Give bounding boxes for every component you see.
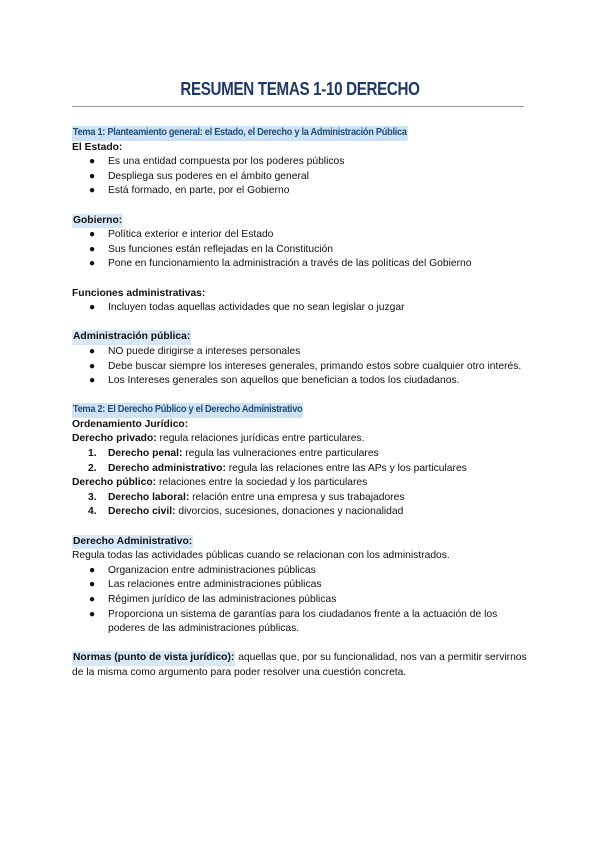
tema1-heading: Tema 1: Planteamiento general: el Estado, el Derecho y la Administración Pública <box>72 126 408 141</box>
list-item: ● Régimen jurídico de las administraciones públicas <box>72 593 528 608</box>
section-label-gobierno: Gobierno: <box>72 214 123 229</box>
list-item: 4. Derecho civil: divorcios, sucesiones, donaciones y nacionalidad <box>88 506 404 518</box>
document-body <box>72 126 528 681</box>
list-funciones <box>72 301 528 316</box>
bullet-icon: ● <box>89 258 96 270</box>
paragraph-derecho-administrativo: Regula todas las actividades públicas cuando se relacionan con los administrados. <box>72 550 450 562</box>
bullet-icon: ● <box>89 564 96 576</box>
section-label-administracion: Administración pública: <box>72 330 191 345</box>
section-label-normas: Normas (punto de vista jurídico): <box>72 651 235 666</box>
list-item: 3. Derecho laboral: relación entre una empresa y sus trabajadores <box>88 491 405 503</box>
list-item: ● Sus funciones están reflejadas en la Constitución <box>72 243 528 258</box>
list-item: ● Las relaciones entre administraciones públicas <box>72 578 528 593</box>
list-derecho-administrativo <box>72 564 528 637</box>
title-divider <box>72 106 524 107</box>
bullet-icon: ● <box>89 243 96 255</box>
bullet-icon: ● <box>89 229 96 241</box>
paragraph-derecho-privado: Derecho privado: regula relaciones jurídicas entre particulares. <box>72 433 365 445</box>
bullet-icon: ● <box>89 360 96 372</box>
list-item: ● Despliega sus poderes en el ámbito general <box>72 170 528 185</box>
list-item: ● Organizacion entre administraciones públicas <box>72 564 528 579</box>
list-gobierno <box>72 228 528 272</box>
list-item: 2. Derecho administrativo: regula las relaciones entre las APs y los particulares <box>88 462 467 474</box>
section-label-estado: El Estado: <box>72 141 123 153</box>
bullet-icon: ● <box>89 375 96 387</box>
paragraph-normas: Normas (punto de vista jurídico): aquellas que, por su funcionalidad, nos van a permitir servirnos de la misma como argumento para poder resolver una cuestión concreta. <box>72 652 527 678</box>
list-item: 1. Derecho penal: regula las vulneraciones entre particulares <box>88 448 379 460</box>
section-label-ordenamiento: Ordenamiento Jurídico: <box>72 418 189 430</box>
list-item: ● Proporciona un sistema de garantías para los ciudadanos frente a la actuación de los poderes de las administraciones públicas. <box>89 608 498 635</box>
list-item: ● NO puede dirigirse a intereses personales <box>72 345 528 360</box>
bullet-icon: ● <box>89 302 96 314</box>
bullet-icon: ● <box>89 579 96 591</box>
list-item: ● Los Intereses generales son aquellos que benefician a todos los ciudadanos. <box>72 374 528 389</box>
bullet-icon: ● <box>89 594 96 605</box>
document-title: RESUMEN TEMAS 1-10 DERECHO <box>180 78 420 99</box>
bullet-icon: ● <box>89 608 96 620</box>
bullet-icon: ● <box>89 185 96 197</box>
section-label-funciones: Funciones administrativas: <box>72 287 206 299</box>
list-item: ● Política exterior e interior del Estado <box>72 228 528 243</box>
list-item: ● Debe buscar siempre los intereses generales, primando estos sobre cualquier otro interés. <box>72 360 528 375</box>
list-administracion <box>72 345 528 389</box>
list-estado <box>72 155 528 199</box>
list-item: ● Pone en funcionamiento la administración a través de las políticas del Gobierno <box>72 257 528 272</box>
list-derecho-privado <box>72 447 528 476</box>
list-item: ● Es una entidad compuesta por los poderes públicos <box>72 155 528 170</box>
list-derecho-publico <box>72 491 528 520</box>
bullet-icon: ● <box>89 345 96 357</box>
bullet-icon: ● <box>89 156 96 168</box>
list-item: ● Está formado, en parte, por el Gobierno <box>72 184 528 199</box>
section-label-derecho-administrativo: Derecho Administrativo: <box>72 535 193 550</box>
list-item: ● Incluyen todas aquellas actividades que no sean legislar o juzgar <box>72 301 528 316</box>
bullet-icon: ● <box>89 170 96 182</box>
tema2-heading: Tema 2: El Derecho Público y el Derecho Administrativo <box>72 403 303 418</box>
paragraph-derecho-publico: Derecho público: relaciones entre la sociedad y los particulares <box>72 477 368 489</box>
